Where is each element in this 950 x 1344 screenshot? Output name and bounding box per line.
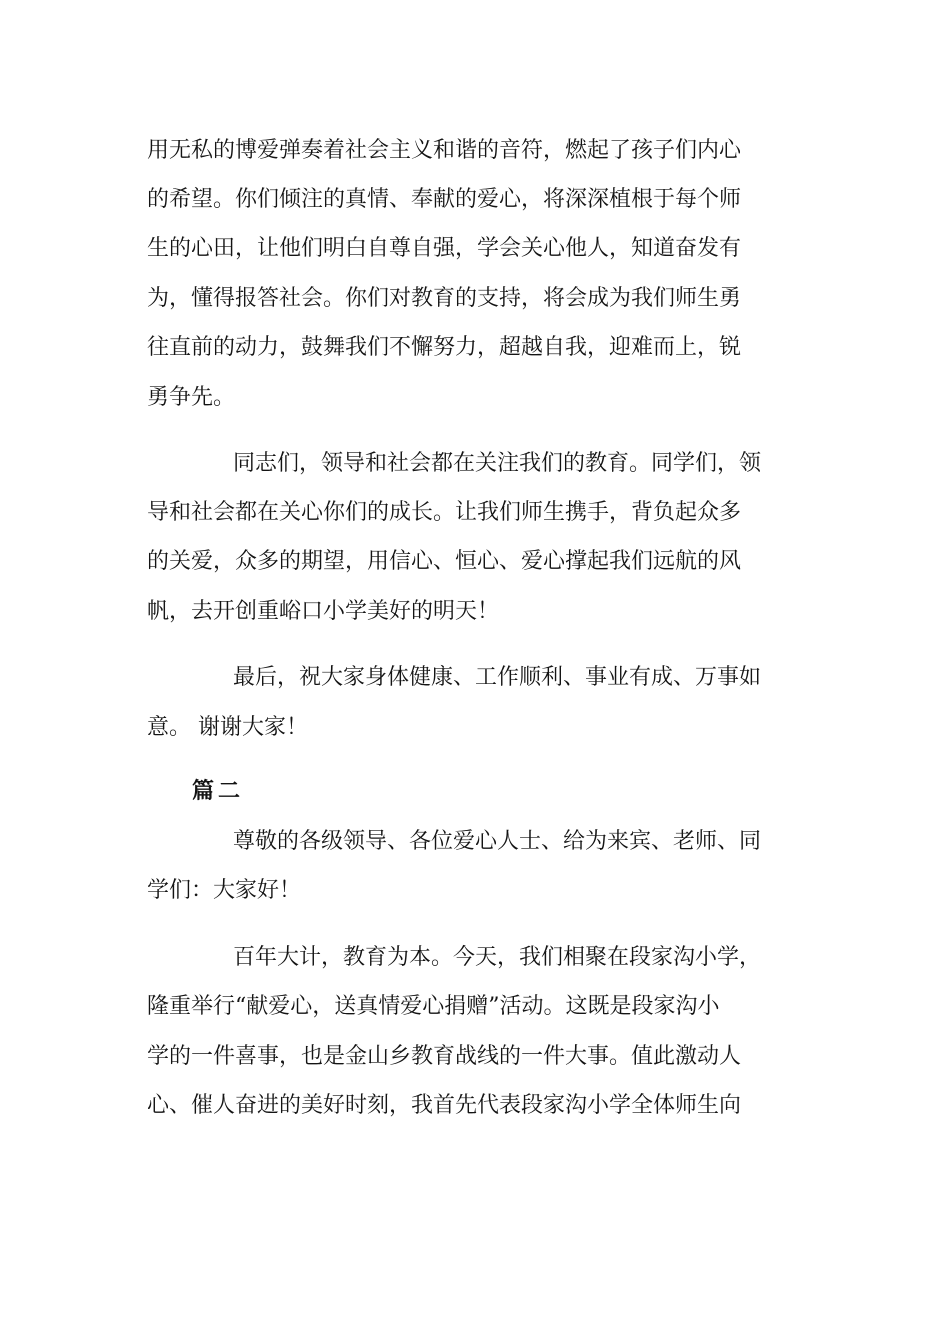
- text-line: [0, 131, 950, 171]
- line-text: 隆重举行“献爱心，送真情爱心捐赠”活动。这既是段家沟小: [147, 994, 720, 1019]
- line-text: 最后，祝大家身体健康、工作顺利、事业有成、万事如: [233, 665, 762, 690]
- heading-text: 篇二: [192, 778, 245, 804]
- text-line: [0, 279, 950, 319]
- text-line: [0, 987, 950, 1027]
- text-line: [0, 1037, 950, 1077]
- text-line: [0, 328, 950, 368]
- line-text: 导和社会都在关心你们的成长。让我们师生携手，背负起众多: [147, 500, 742, 525]
- line-text: 同志们，领导和社会都在关注我们的教育。同学们，领: [233, 451, 762, 476]
- text-line: [0, 444, 950, 484]
- line-text: 为，懂得报答社会。你们对教育的支持，将会成为我们师生勇: [147, 286, 742, 311]
- line-text: 勇争先。: [147, 385, 236, 410]
- line-text: 百年大计，教育为本。今天，我们相聚在段家沟小学，: [233, 945, 762, 970]
- text-line: [0, 658, 950, 698]
- text-line: [0, 493, 950, 533]
- line-text: 尊敬的各级领导、各位爱心人士、给为来宾、老师、同: [233, 829, 762, 854]
- text-line: [0, 542, 950, 582]
- line-text: 学们：大家好！: [147, 878, 302, 903]
- text-line: [0, 592, 950, 632]
- text-line: [0, 822, 950, 862]
- text-line: [0, 1086, 950, 1126]
- text-line: [0, 378, 950, 418]
- line-text: 意。 谢谢大家！: [147, 715, 308, 740]
- text-line: [0, 871, 950, 911]
- line-text: 用无私的博爱弹奏着社会主义和谐的音符，燃起了孩子们内心: [147, 138, 742, 163]
- text-line: [0, 180, 950, 220]
- line-text: 的希望。你们倾注的真情、奉献的爱心，将深深植根于每个师: [147, 187, 742, 212]
- line-text: 帆，去开创重峪口小学美好的明天！: [147, 599, 500, 624]
- text-line: [0, 938, 950, 978]
- line-text: 的关爱，众多的期望，用信心、恒心、爱心撑起我们远航的风: [147, 549, 742, 574]
- text-line: [0, 229, 950, 269]
- line-text: 生的心田，让他们明白自尊自强，学会关心他人，知道奋发有: [147, 236, 742, 261]
- text-line: [0, 708, 950, 748]
- line-text: 学的一件喜事，也是金山乡教育战线的一件大事。值此激动人: [147, 1044, 742, 1069]
- section-heading: [0, 771, 950, 811]
- line-text: 心、催人奋进的美好时刻，我首先代表段家沟小学全体师生向: [147, 1093, 742, 1118]
- line-text: 往直前的动力，鼓舞我们不懈努力，超越自我，迎难而上，锐: [147, 335, 742, 360]
